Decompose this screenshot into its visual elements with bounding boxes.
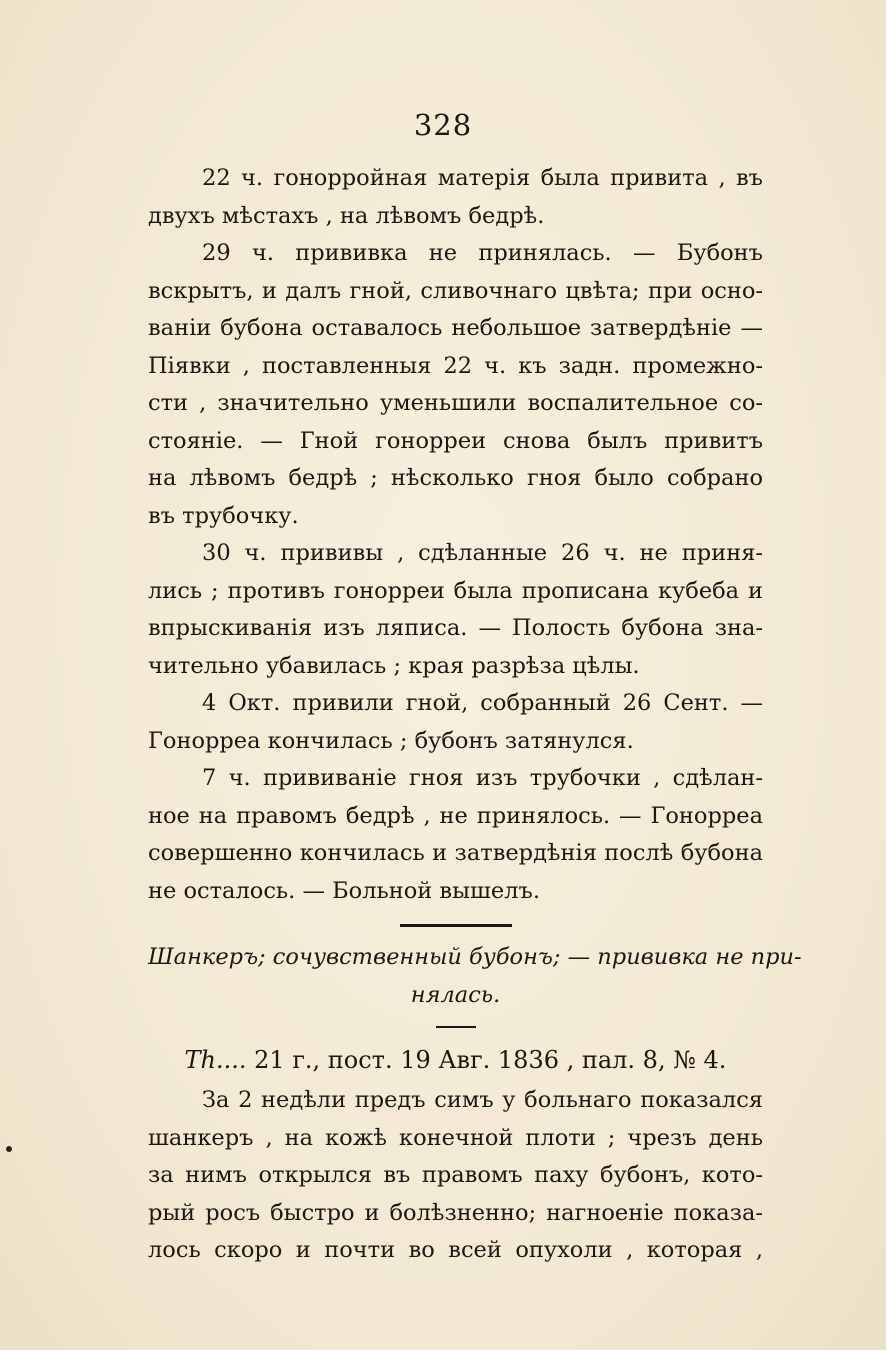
text-line: За 2 недѣли предъ симъ у больнаго показался [202, 1087, 763, 1113]
text-line: стояніе. — Гной гонорреи снова былъ привитъ [148, 427, 763, 454]
patient-initials: Th.... [184, 1046, 247, 1074]
text-line: не осталось. — Больной вышелъ. [148, 877, 541, 904]
text-line: 7 ч. прививаніе гноя изъ трубочки , сдѣлан- [202, 765, 763, 791]
paragraph-2 [148, 235, 763, 535]
text-line: сти , значительно уменьшили воспалительное со- [148, 390, 763, 416]
ink-speck [6, 1146, 12, 1152]
page-number: 328 [413, 108, 473, 142]
text-line: 4 Окт. привили гной, собранный 26 Сент. — [202, 690, 763, 716]
text-line: на лѣвомъ бедрѣ ; нѣсколько гноя было собрано [148, 465, 763, 491]
text-line: лись ; противъ гонорреи была прописана кубеба и [148, 577, 763, 604]
text-line: впрыскиванія изъ ляписа. — Полость бубона зна- [148, 615, 763, 641]
text-line: двухъ мѣстахъ , на лѣвомъ бедрѣ. [148, 202, 545, 229]
text-block [148, 160, 802, 1270]
text-line: Гонорреа кончилась ; бубонъ затянулся. [148, 727, 634, 754]
text-line: 29 ч. прививка не принялась. — Бубонъ [202, 240, 763, 266]
paragraph-5 [148, 760, 763, 910]
text-line: ное на правомъ бедрѣ , не принялось. — Гонорреа [148, 802, 763, 829]
text-line: чительно убавилась ; края разрѣза цѣлы. [148, 652, 640, 679]
text-line: рый росъ быстро и болѣзненно; нагноеніе показа- [148, 1199, 763, 1226]
text-line: за нимъ открылся въ правомъ паху бубонъ, кото- [148, 1162, 763, 1188]
text-line: 22 ч. гонорройная матерія была привита , въ [202, 165, 763, 191]
text-line: 30 ч. прививы , сдѣланные 26 ч. не приня- [202, 540, 763, 566]
paragraph-4 [148, 685, 763, 760]
case-details: 21 г., пост. 19 Авг. 1836 , пал. 8, № 4. [246, 1046, 727, 1074]
case-heading [148, 939, 802, 1014]
text-line: Піявки , поставленныя 22 ч. къ задн. промежно- [148, 352, 763, 379]
text-line: въ трубочку. [148, 502, 299, 529]
heading-line: Шанкеръ; сочувственный бубонъ; — прививка не при- [148, 944, 802, 970]
case-header [148, 1038, 763, 1082]
text-line: шанкеръ , на кожѣ конечной плоти ; чрезъ день [148, 1124, 763, 1151]
text-line: вскрытъ, и далъ гной, сливочнаго цвѣта; при осно- [148, 277, 763, 304]
paragraph-6 [148, 1082, 763, 1270]
text-line: лось скоро и почти во всей опухоли , которая , [148, 1237, 763, 1263]
text-line: ваніи бубона оставалось небольшое затвердѣніе — [148, 315, 763, 341]
section-divider [400, 924, 512, 927]
text-line: совершенно кончилась и затвердѣнія послѣ бубона [148, 840, 763, 866]
heading-line: нялась. [410, 981, 501, 1008]
short-divider [436, 1026, 476, 1028]
paragraph-3 [148, 535, 763, 685]
paragraph-1 [148, 160, 763, 235]
